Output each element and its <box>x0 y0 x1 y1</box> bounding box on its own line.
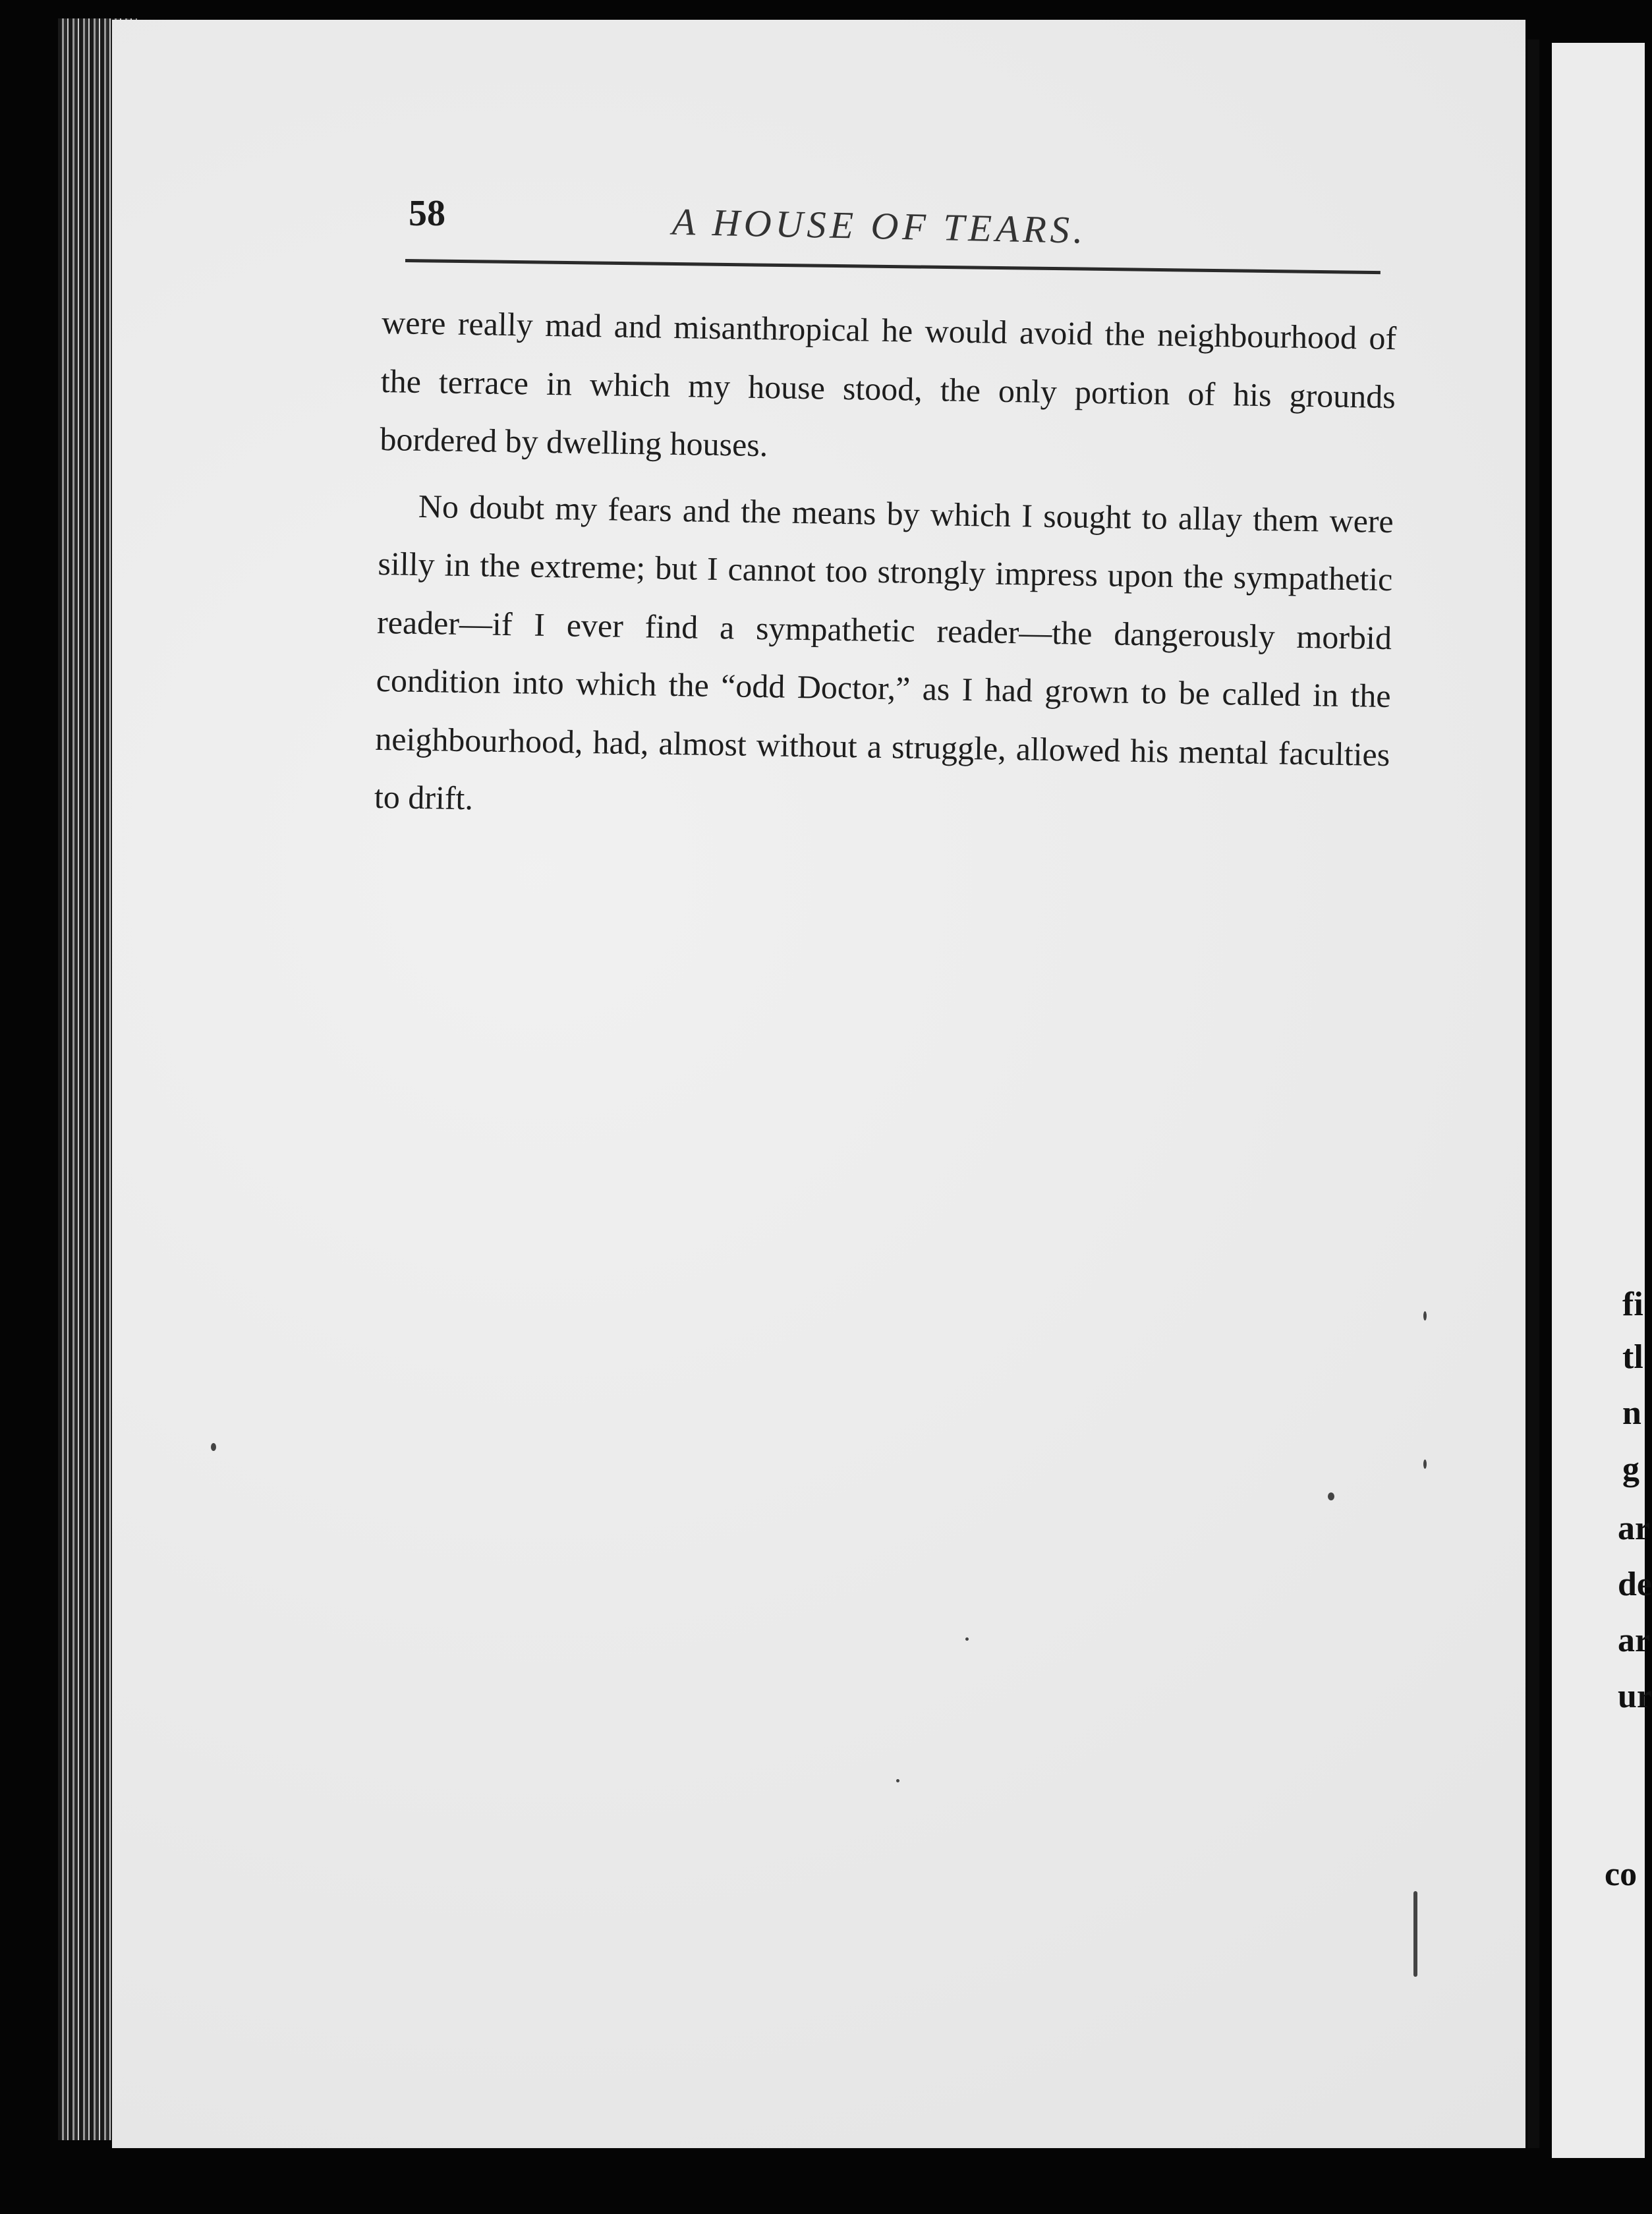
facing-fragment: tl <box>1622 1338 1643 1376</box>
facing-fragment: n <box>1622 1394 1641 1432</box>
paragraph: were really mad and misanthropical he would avoid the neighbourhood of the terrace in which my house stood, the only portion of his grounds bordered by dwelling houses. <box>380 303 1397 464</box>
facing-fragment: g <box>1622 1450 1639 1488</box>
page-gutter <box>1527 40 1539 2148</box>
page-number: 58 <box>409 193 445 234</box>
facing-fragment: ar <box>1618 1510 1651 1547</box>
running-title: A HOUSE OF TEARS. <box>671 200 1087 252</box>
body-text <box>374 293 1397 842</box>
facing-page <box>1552 43 1645 2158</box>
facing-fragment: ur <box>1618 1678 1652 1715</box>
facing-fragment: co <box>1605 1856 1638 1893</box>
facing-fragment: de <box>1618 1566 1652 1603</box>
facing-fragment: ar <box>1618 1622 1651 1659</box>
facing-fragment: fi <box>1622 1286 1643 1323</box>
paragraph: No doubt my fears and the means by which I sought to allay them were silly in the extreme; but I cannot too strongly impress upon the sympathetic reader—if I ever find a sympathetic reader—the dangerously morbid condition into which the “odd Doctor,” as I had grown to be called in the neighbourhood, had, almost without a struggle, allowed his mental faculties to drift. <box>374 487 1394 817</box>
